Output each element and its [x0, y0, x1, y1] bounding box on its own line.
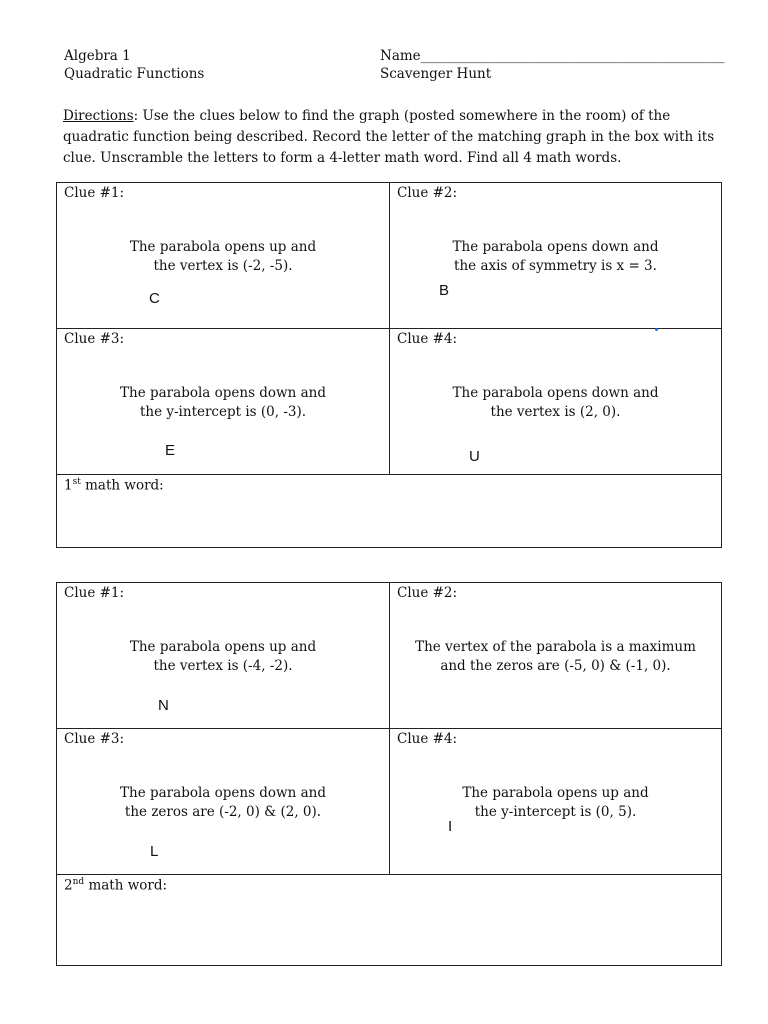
- clue-row: [57, 583, 721, 729]
- clue-title: Clue #3:: [64, 731, 125, 747]
- clue-text: The vertex of the parabola is a maximum and the zeros are (-5, 0) & (-1, 0).: [415, 639, 696, 674]
- directions-label: Directions: [63, 108, 134, 124]
- clue-box-4[interactable]: [389, 729, 721, 874]
- clue-text: The parabola opens up and the y-intercept is (0, 5).: [462, 785, 649, 820]
- answer-letter: B: [439, 282, 450, 299]
- answer-letter: L: [150, 843, 159, 860]
- clue-title: Clue #2:: [397, 585, 458, 601]
- clue-text: The parabola opens down and the axis of symmetry is x = 3.: [452, 239, 659, 274]
- directions: [63, 106, 723, 169]
- clue-title: Clue #4:: [397, 331, 458, 347]
- clue-set-1: [56, 182, 722, 548]
- clue-box-1[interactable]: [57, 183, 389, 328]
- answer-letter: C: [149, 290, 160, 307]
- clue-text: The parabola opens up and the vertex is (-4, -2).: [129, 639, 317, 674]
- topic-name: Quadratic Functions: [64, 66, 205, 82]
- clue-title: Clue #3:: [64, 331, 125, 347]
- answer-letter: E: [165, 442, 176, 459]
- name-field[interactable]: Name_____________________________________________: [380, 48, 725, 64]
- clue-row: [57, 329, 721, 475]
- clue-row: [57, 729, 721, 875]
- clue-box-3[interactable]: [57, 729, 389, 874]
- clue-title: Clue #2:: [397, 185, 458, 201]
- answer-letter: N: [158, 697, 169, 714]
- course-name: Algebra 1: [64, 48, 131, 64]
- clue-box-1[interactable]: [57, 583, 389, 728]
- clue-text: The parabola opens up and the vertex is (-2, -5).: [129, 239, 317, 274]
- clue-box-3[interactable]: [57, 329, 389, 474]
- math-word-label: 2nd math word:: [64, 877, 168, 894]
- clue-text: The parabola opens down and the y-intercept is (0, -3).: [120, 385, 326, 420]
- clue-box-4[interactable]: [389, 329, 721, 474]
- math-word-2-box[interactable]: [57, 875, 721, 965]
- clue-box-2[interactable]: [389, 583, 721, 728]
- math-word-label: 1st math word:: [64, 477, 164, 494]
- directions-text: : Use the clues below to find the graph (posted somewhere in the room) of the quadratic function being described. Record the letter of the matching graph in the box with its clue. Unscramble the letters to form a 4-letter math word. Find all 4 math words.: [63, 108, 715, 166]
- clue-title: Clue #4:: [397, 731, 458, 747]
- activity-name: Scavenger Hunt: [380, 66, 492, 82]
- clue-title: Clue #1:: [64, 585, 125, 601]
- answer-letter: I: [448, 818, 453, 835]
- clue-set-2: [56, 582, 722, 966]
- header-left: [64, 47, 204, 83]
- math-word-1-box[interactable]: [57, 475, 721, 547]
- clue-box-2[interactable]: [389, 183, 721, 328]
- clue-text: The parabola opens down and the zeros are (-2, 0) & (2, 0).: [120, 785, 326, 820]
- clue-text: The parabola opens down and the vertex is (2, 0).: [452, 385, 659, 420]
- answer-letter: U: [469, 448, 480, 465]
- clue-row: [57, 183, 721, 329]
- header-right: [380, 47, 724, 83]
- clue-title: Clue #1:: [64, 185, 125, 201]
